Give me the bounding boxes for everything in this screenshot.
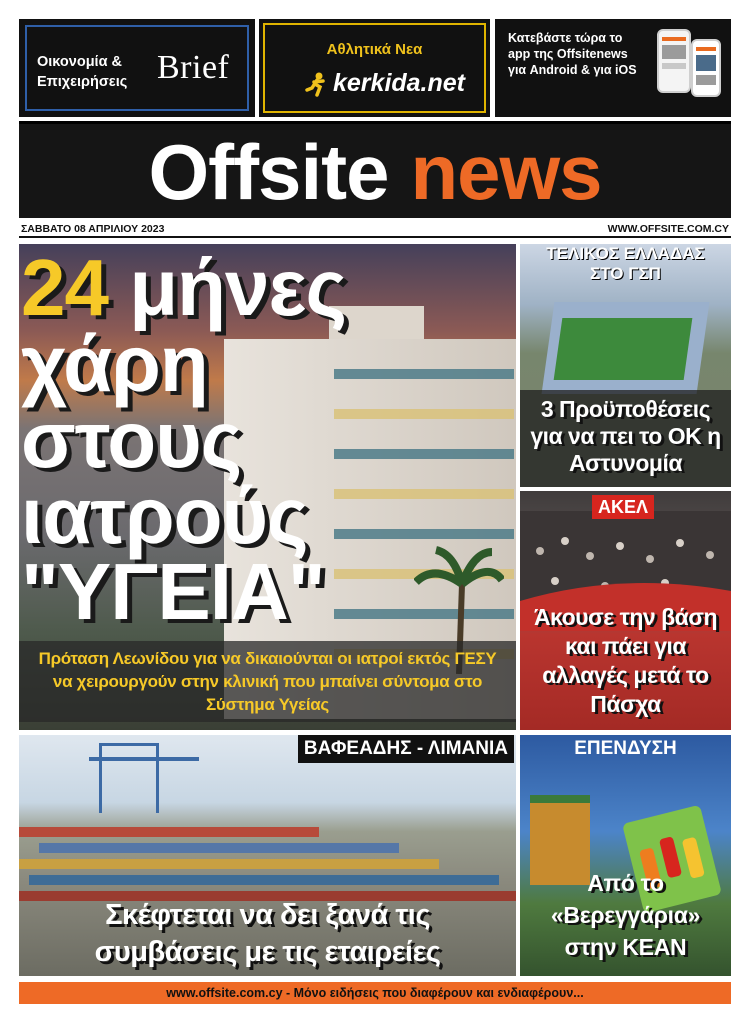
lead-story[interactable]	[19, 244, 516, 730]
phone-icon	[657, 29, 691, 93]
pitch-image	[554, 318, 693, 380]
bottom-story-ports-headline: Σκέφτεται να δει ξανά τις συμβάσεις με τις εταιρείες	[94, 899, 441, 968]
bottom-story-kean[interactable]	[520, 735, 731, 976]
bottom-story-ports-tag: ΒΑΦΕΑΔΗΣ - ΛΙΜΑΝΙΑ	[298, 735, 514, 763]
kerkida-category: Αθλητικά Νεα	[326, 41, 423, 58]
dateline	[19, 222, 731, 238]
side-story-stadium-tag: ΤΕΛΙΚΟΣ ΕΛΛΑΔΑΣ ΣΤΟ ΓΣΠ	[546, 244, 705, 283]
masthead-title-news: news	[410, 128, 602, 216]
app-promo-text: Κατεβάστε τώρα το app της Offsitenews για Android & για iOS	[508, 31, 637, 77]
app-promo[interactable]	[495, 19, 731, 117]
side-story-akel-tag: ΑΚΕΛ	[592, 495, 654, 519]
kerkida-promo[interactable]	[259, 19, 490, 117]
lead-subhead: Πρόταση Λεωνίδου για να δικαιούνται οι ιατροί εκτός ΓΕΣΥ να χειρουργούν στην κλινική που μπαίνει σύντομα στο Σύστημα Υγείας	[19, 641, 516, 722]
kerkida-name: kerkida.net	[333, 69, 466, 97]
lead-headline-line2: χάρη	[21, 319, 208, 408]
bottom-story-kean-tag: ΕΠΕΝΔΥΣΗ	[574, 738, 677, 759]
kerkida-logo	[303, 69, 465, 98]
crane-image-2	[89, 757, 199, 761]
brief-category: Οικονομία & Επιχειρήσεις	[37, 54, 128, 90]
brief-logo: Brief	[157, 49, 230, 86]
runner-icon	[303, 71, 329, 97]
website-link[interactable]: WWW.OFFSITE.COM.CY	[607, 223, 729, 235]
brief-frame	[25, 25, 249, 111]
brief-promo[interactable]	[19, 19, 255, 117]
side-story-akel[interactable]	[520, 491, 731, 730]
lead-headline-line1: μήνες	[107, 244, 347, 332]
kerkida-frame	[263, 23, 486, 113]
bottom-story-kean-headline: Από το «Βερεγγάρια» στην ΚΕΑΝ	[550, 870, 701, 960]
lead-headline-number: 24	[21, 244, 108, 332]
bottom-story-ports[interactable]	[19, 735, 516, 976]
lead-headline	[21, 244, 347, 636]
lead-headline-line3: στους	[21, 395, 242, 484]
masthead-logo[interactable]	[19, 122, 731, 222]
masthead	[19, 121, 731, 218]
side-story-stadium-headline: 3 Προϋποθέσεις για να πει το ΟΚ η Αστυνομία	[530, 396, 721, 476]
lead-headline-line4: ιατρούς	[21, 471, 308, 560]
footer-tagline[interactable]: www.offsite.com.cy - Μόνο ειδήσεις που διαφέρουν και ενδιαφέρουν...	[19, 982, 731, 1004]
phone-icon-2	[691, 39, 721, 97]
lead-headline-line5: "ΥΓΕΙΑ"	[21, 547, 325, 636]
crane-image	[99, 743, 159, 813]
masthead-title-offsite: Offsite	[148, 128, 389, 216]
side-story-akel-headline: Άκουσε την βάση και πάει για αλλαγές μετά το Πάσχα	[533, 604, 718, 717]
side-story-stadium[interactable]	[520, 244, 731, 487]
issue-date: ΣΑΒΒΑΤΟ 08 ΑΠΡΙΛΙΟΥ 2023	[21, 223, 165, 235]
